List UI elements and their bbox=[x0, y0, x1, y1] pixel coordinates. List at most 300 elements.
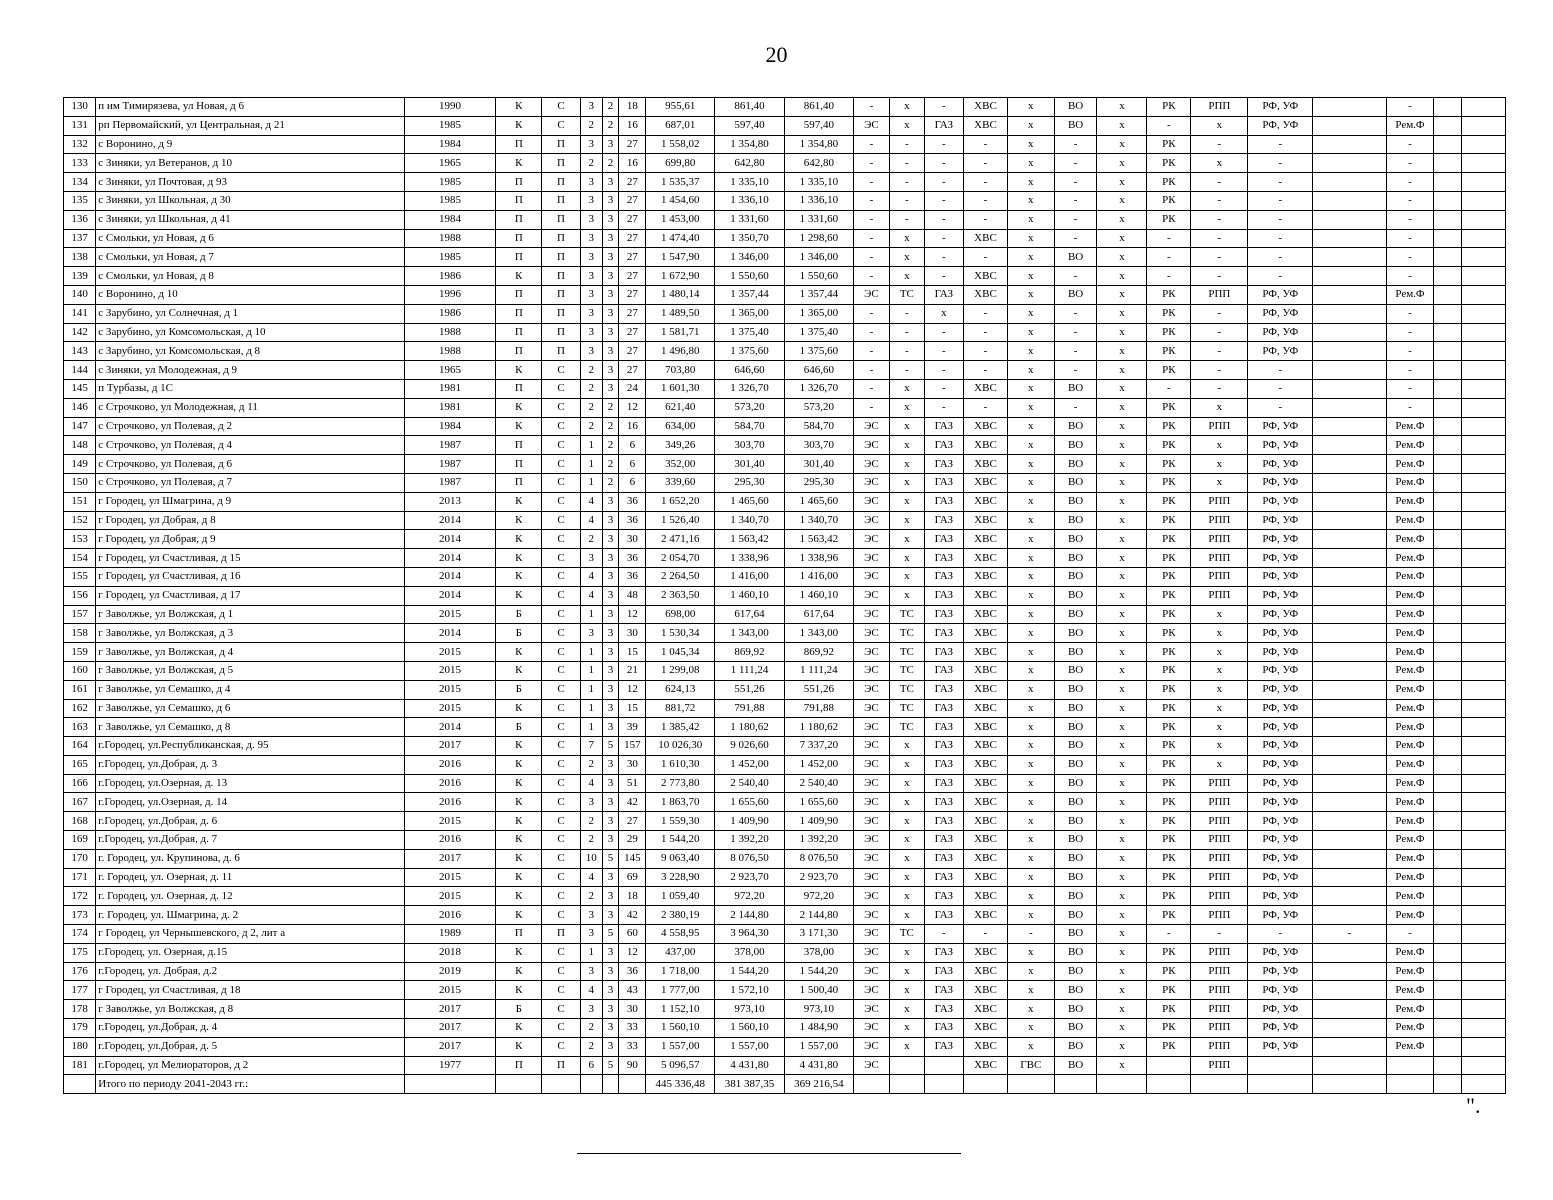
table-cell: 1 460,10 bbox=[715, 586, 785, 605]
table-cell: - bbox=[924, 361, 964, 380]
table-cell: х bbox=[1007, 680, 1054, 699]
table-cell bbox=[1462, 342, 1506, 361]
table-cell: 303,70 bbox=[784, 436, 853, 455]
table-cell: х bbox=[1097, 831, 1147, 850]
table-cell: 3 bbox=[602, 943, 619, 962]
table-row bbox=[64, 229, 1506, 248]
table-cell: РПП bbox=[1191, 849, 1248, 868]
table-cell: - bbox=[1387, 173, 1434, 192]
address-cell: с Зарубино, ул Солнечная, д 1 bbox=[96, 304, 404, 323]
table-cell: Рем.Ф bbox=[1387, 849, 1434, 868]
total-cell bbox=[1007, 1075, 1054, 1094]
table-cell: х bbox=[1097, 981, 1147, 1000]
table-cell bbox=[1433, 774, 1461, 793]
table-cell: ЭС bbox=[853, 868, 889, 887]
table-cell: 2 471,16 bbox=[646, 530, 715, 549]
table-cell: Рем.Ф bbox=[1387, 116, 1434, 135]
table-cell: - bbox=[1054, 398, 1097, 417]
table-cell bbox=[1462, 661, 1506, 680]
table-cell: 621,40 bbox=[646, 398, 715, 417]
table-cell: ВО bbox=[1054, 699, 1097, 718]
table-cell bbox=[1313, 342, 1387, 361]
table-row bbox=[64, 981, 1506, 1000]
table-cell bbox=[1433, 981, 1461, 1000]
table-cell bbox=[1313, 755, 1387, 774]
table-cell: 972,20 bbox=[715, 887, 785, 906]
table-cell: х bbox=[1097, 661, 1147, 680]
table-cell: 5 096,57 bbox=[646, 1056, 715, 1075]
table-cell: РПП bbox=[1191, 943, 1248, 962]
table-cell: 1 bbox=[580, 455, 602, 474]
table-cell: - bbox=[853, 210, 889, 229]
table-row bbox=[64, 304, 1506, 323]
table-cell: 8 076,50 bbox=[715, 849, 785, 868]
table-cell: РПП bbox=[1191, 285, 1248, 304]
table-cell: х bbox=[890, 473, 924, 492]
table-cell: 3 bbox=[580, 267, 602, 286]
table-cell: ВО bbox=[1054, 285, 1097, 304]
table-cell: 642,80 bbox=[784, 154, 853, 173]
table-cell: Рем.Ф bbox=[1387, 436, 1434, 455]
table-cell: - bbox=[1054, 154, 1097, 173]
table-cell: ХВС bbox=[964, 737, 1008, 756]
total-area-2: 381 387,35 bbox=[715, 1075, 785, 1094]
table-cell: ХВС bbox=[964, 962, 1008, 981]
table-cell: ВО bbox=[1054, 661, 1097, 680]
table-cell: 3 bbox=[602, 831, 619, 850]
table-cell: х bbox=[1007, 981, 1054, 1000]
table-cell: Рем.Ф bbox=[1387, 755, 1434, 774]
table-cell: РК bbox=[1147, 868, 1191, 887]
table-cell: - bbox=[1054, 323, 1097, 342]
table-cell: 972,20 bbox=[784, 887, 853, 906]
table-cell: 3 bbox=[602, 135, 619, 154]
table-cell: С bbox=[542, 586, 581, 605]
table-cell: х bbox=[1007, 737, 1054, 756]
table-cell: х bbox=[1097, 492, 1147, 511]
table-cell: х bbox=[890, 567, 924, 586]
table-cell: - bbox=[853, 191, 889, 210]
table-cell: 3 bbox=[602, 342, 619, 361]
table-row bbox=[64, 831, 1506, 850]
table-row bbox=[64, 98, 1506, 117]
table-cell: ГАЗ bbox=[924, 981, 964, 1000]
table-cell bbox=[1433, 473, 1461, 492]
table-cell: К bbox=[496, 774, 542, 793]
table-cell: 1 655,60 bbox=[715, 793, 785, 812]
address-cell: г Городец, ул Добрая, д 8 bbox=[96, 511, 404, 530]
table-cell: х bbox=[1007, 962, 1054, 981]
table-cell bbox=[1462, 436, 1506, 455]
table-cell: ГАЗ bbox=[924, 661, 964, 680]
table-cell: 1 484,90 bbox=[784, 1019, 853, 1038]
table-cell: 1990 bbox=[404, 98, 496, 117]
table-cell: 2017 bbox=[404, 1019, 496, 1038]
table-cell: 2 bbox=[602, 154, 619, 173]
table-cell: К bbox=[496, 530, 542, 549]
table-cell: 1 111,24 bbox=[715, 661, 785, 680]
table-cell: РПП bbox=[1191, 549, 1248, 568]
table-cell: х bbox=[1097, 436, 1147, 455]
table-cell: - bbox=[964, 173, 1008, 192]
table-cell: х bbox=[1097, 398, 1147, 417]
table-cell: х bbox=[1097, 549, 1147, 568]
table-cell: С bbox=[542, 661, 581, 680]
table-cell: - bbox=[924, 248, 964, 267]
table-cell: 2016 bbox=[404, 774, 496, 793]
table-cell: ГАЗ bbox=[924, 906, 964, 925]
table-cell: РПП bbox=[1191, 962, 1248, 981]
housing-table bbox=[63, 97, 1506, 1094]
table-cell: 2014 bbox=[404, 511, 496, 530]
table-cell: ВО bbox=[1054, 793, 1097, 812]
row-number: 176 bbox=[64, 962, 96, 981]
table-cell: - bbox=[853, 135, 889, 154]
table-cell: - bbox=[1248, 267, 1313, 286]
table-cell bbox=[1433, 1019, 1461, 1038]
bottom-rule bbox=[577, 1153, 961, 1154]
address-cell: г Городец, ул Шмагрина, д 9 bbox=[96, 492, 404, 511]
table-cell bbox=[1433, 116, 1461, 135]
table-cell: ТС bbox=[890, 624, 924, 643]
table-cell: х bbox=[1007, 718, 1054, 737]
table-cell: 3 bbox=[602, 868, 619, 887]
table-cell: 1 465,60 bbox=[715, 492, 785, 511]
address-cell: п им Тимирязева, ул Новая, д 6 bbox=[96, 98, 404, 117]
table-cell: 1 453,00 bbox=[646, 210, 715, 229]
table-cell bbox=[1313, 417, 1387, 436]
table-cell: Рем.Ф bbox=[1387, 699, 1434, 718]
table-cell: П bbox=[496, 473, 542, 492]
table-cell: 1 180,62 bbox=[715, 718, 785, 737]
table-cell: К bbox=[496, 361, 542, 380]
table-cell: - bbox=[853, 98, 889, 117]
table-cell: С bbox=[542, 549, 581, 568]
table-cell: ГАЗ bbox=[924, 812, 964, 831]
table-cell: - bbox=[1387, 248, 1434, 267]
table-cell: К bbox=[496, 868, 542, 887]
table-cell bbox=[1462, 699, 1506, 718]
table-cell: 1 059,40 bbox=[646, 887, 715, 906]
table-cell: 3 bbox=[602, 981, 619, 1000]
table-cell: х bbox=[1097, 191, 1147, 210]
table-cell: РК bbox=[1147, 1000, 1191, 1019]
table-cell: 36 bbox=[619, 511, 646, 530]
table-cell: - bbox=[1387, 379, 1434, 398]
table-cell: 584,70 bbox=[784, 417, 853, 436]
table-cell bbox=[1433, 379, 1461, 398]
table-cell bbox=[1313, 943, 1387, 962]
table-cell: х bbox=[1007, 285, 1054, 304]
table-cell: ХВС bbox=[964, 1000, 1008, 1019]
table-cell: ВО bbox=[1054, 849, 1097, 868]
table-cell: РК bbox=[1147, 661, 1191, 680]
table-cell: х bbox=[1007, 98, 1054, 117]
table-cell: х bbox=[890, 981, 924, 1000]
table-cell: 2 bbox=[580, 1019, 602, 1038]
table-cell: РФ, УФ bbox=[1248, 567, 1313, 586]
table-cell: РК bbox=[1147, 135, 1191, 154]
table-cell: - bbox=[924, 398, 964, 417]
table-cell: - bbox=[1191, 248, 1248, 267]
table-cell: Рем.Ф bbox=[1387, 718, 1434, 737]
table-cell: - bbox=[1147, 267, 1191, 286]
table-cell: х bbox=[1191, 755, 1248, 774]
table-cell: П bbox=[542, 323, 581, 342]
table-cell: С bbox=[542, 962, 581, 981]
table-cell: 1 496,80 bbox=[646, 342, 715, 361]
table-cell: 39 bbox=[619, 718, 646, 737]
table-cell: 1 544,20 bbox=[784, 962, 853, 981]
table-cell: П bbox=[496, 229, 542, 248]
total-cell bbox=[1313, 1075, 1387, 1094]
table-cell: 2014 bbox=[404, 718, 496, 737]
table-cell: - bbox=[924, 379, 964, 398]
table-cell: х bbox=[1191, 718, 1248, 737]
table-cell: 1 335,10 bbox=[715, 173, 785, 192]
table-cell bbox=[1313, 1000, 1387, 1019]
table-cell: - bbox=[1054, 304, 1097, 323]
table-cell: Б bbox=[496, 680, 542, 699]
table-cell bbox=[1462, 831, 1506, 850]
table-cell: ГАЗ bbox=[924, 699, 964, 718]
table-cell: ГАЗ bbox=[924, 643, 964, 662]
table-cell: 3 bbox=[580, 229, 602, 248]
address-cell: с Смольки, ул Новая, д 6 bbox=[96, 229, 404, 248]
table-cell: 1 581,71 bbox=[646, 323, 715, 342]
table-cell bbox=[1462, 567, 1506, 586]
table-cell bbox=[1313, 906, 1387, 925]
table-cell: - bbox=[853, 361, 889, 380]
table-cell: РПП bbox=[1191, 1019, 1248, 1038]
table-cell: РПП bbox=[1191, 812, 1248, 831]
table-cell: х bbox=[1097, 1037, 1147, 1056]
table-cell: х bbox=[1097, 774, 1147, 793]
table-cell: 33 bbox=[619, 1019, 646, 1038]
table-cell bbox=[1433, 267, 1461, 286]
table-cell: х bbox=[1007, 1000, 1054, 1019]
table-cell: П bbox=[542, 173, 581, 192]
table-cell: ГАЗ bbox=[924, 285, 964, 304]
table-cell: - bbox=[964, 342, 1008, 361]
table-cell: 1 045,34 bbox=[646, 643, 715, 662]
table-cell bbox=[1433, 191, 1461, 210]
table-cell bbox=[1462, 304, 1506, 323]
table-cell: 1 bbox=[580, 436, 602, 455]
table-cell: 2 bbox=[602, 473, 619, 492]
table-cell: 869,92 bbox=[715, 643, 785, 662]
table-cell: х bbox=[890, 492, 924, 511]
table-cell: ХВС bbox=[964, 755, 1008, 774]
table-cell: РФ, УФ bbox=[1248, 624, 1313, 643]
table-cell: х bbox=[1007, 831, 1054, 850]
table-cell: ЭС bbox=[853, 680, 889, 699]
row-number: 169 bbox=[64, 831, 96, 850]
address-cell: с Строчково, ул Полевая, д 2 bbox=[96, 417, 404, 436]
table-cell: 16 bbox=[619, 417, 646, 436]
table-cell bbox=[1313, 643, 1387, 662]
address-cell: г.Городец, ул.Добрая, д. 3 bbox=[96, 755, 404, 774]
table-cell: 30 bbox=[619, 530, 646, 549]
table-cell: ХВС bbox=[964, 661, 1008, 680]
address-cell: г.Городец, ул Мелиораторов, д 2 bbox=[96, 1056, 404, 1075]
row-number: 175 bbox=[64, 943, 96, 962]
table-cell: ВО bbox=[1054, 925, 1097, 944]
table-cell: х bbox=[1007, 154, 1054, 173]
table-cell: 3 bbox=[602, 530, 619, 549]
table-cell: 12 bbox=[619, 398, 646, 417]
row-number: 181 bbox=[64, 1056, 96, 1075]
table-cell: 295,30 bbox=[715, 473, 785, 492]
table-cell: 2 bbox=[580, 154, 602, 173]
table-cell: 2 923,70 bbox=[715, 868, 785, 887]
table-cell bbox=[1313, 831, 1387, 850]
table-cell: - bbox=[924, 229, 964, 248]
table-row bbox=[64, 1056, 1506, 1075]
table-cell: 2 bbox=[602, 98, 619, 117]
row-number: 147 bbox=[64, 417, 96, 436]
table-cell: 1984 bbox=[404, 135, 496, 154]
table-row bbox=[64, 718, 1506, 737]
table-cell: ЭС bbox=[853, 605, 889, 624]
table-cell: ВО bbox=[1054, 943, 1097, 962]
table-cell: ЭС bbox=[853, 661, 889, 680]
table-cell: ХВС bbox=[964, 379, 1008, 398]
table-cell: х bbox=[1007, 248, 1054, 267]
table-cell: ГАЗ bbox=[924, 868, 964, 887]
address-cell: г Заволжье, ул Волжская, д 4 bbox=[96, 643, 404, 662]
table-row bbox=[64, 455, 1506, 474]
table-cell: ЭС bbox=[853, 774, 889, 793]
table-cell: х bbox=[1007, 699, 1054, 718]
table-cell: К bbox=[496, 699, 542, 718]
table-cell: ВО bbox=[1054, 379, 1097, 398]
table-cell: 3 bbox=[602, 323, 619, 342]
table-cell: РФ, УФ bbox=[1248, 417, 1313, 436]
table-cell: ХВС bbox=[964, 417, 1008, 436]
table-cell: 3 bbox=[580, 98, 602, 117]
table-cell: - bbox=[1387, 398, 1434, 417]
table-cell: С bbox=[542, 1019, 581, 1038]
table-cell: ЭС bbox=[853, 436, 889, 455]
table-cell: ХВС bbox=[964, 116, 1008, 135]
table-cell: ВО bbox=[1054, 680, 1097, 699]
table-cell bbox=[1462, 173, 1506, 192]
table-cell: ВО bbox=[1054, 473, 1097, 492]
table-cell: Б bbox=[496, 605, 542, 624]
table-cell bbox=[1433, 154, 1461, 173]
table-cell: х bbox=[1007, 173, 1054, 192]
table-cell: П bbox=[496, 436, 542, 455]
table-cell: 3 bbox=[580, 210, 602, 229]
table-cell: х bbox=[890, 755, 924, 774]
address-cell: с Зиняки, ул Ветеранов, д 10 bbox=[96, 154, 404, 173]
table-cell: РК bbox=[1147, 1037, 1191, 1056]
table-cell: ВО bbox=[1054, 605, 1097, 624]
table-cell: ЭС bbox=[853, 624, 889, 643]
table-cell: ЭС bbox=[853, 812, 889, 831]
table-cell: х bbox=[1097, 154, 1147, 173]
address-cell: г Заволжье, ул Волжская, д 3 bbox=[96, 624, 404, 643]
table-cell: 3 bbox=[602, 1019, 619, 1038]
table-cell: - bbox=[1387, 304, 1434, 323]
table-cell: 2 264,50 bbox=[646, 567, 715, 586]
table-cell: 3 bbox=[602, 774, 619, 793]
table-cell: 30 bbox=[619, 755, 646, 774]
table-cell: РПП bbox=[1191, 530, 1248, 549]
table-cell: 36 bbox=[619, 492, 646, 511]
table-cell: 1965 bbox=[404, 154, 496, 173]
table-cell: К bbox=[496, 831, 542, 850]
table-cell: х bbox=[890, 116, 924, 135]
table-cell: 27 bbox=[619, 304, 646, 323]
address-cell: г.Городец, ул. Озерная, д.15 bbox=[96, 943, 404, 962]
table-cell: Рем.Ф bbox=[1387, 567, 1434, 586]
table-cell bbox=[1462, 718, 1506, 737]
table-cell: П bbox=[542, 285, 581, 304]
table-cell: Рем.Ф bbox=[1387, 1000, 1434, 1019]
table-cell bbox=[1462, 774, 1506, 793]
table-cell: ГАЗ bbox=[924, 567, 964, 586]
table-cell: х bbox=[890, 793, 924, 812]
table-cell: 3 bbox=[602, 755, 619, 774]
table-cell bbox=[1433, 1037, 1461, 1056]
table-cell: С bbox=[542, 868, 581, 887]
row-number: 134 bbox=[64, 173, 96, 192]
table-cell bbox=[1433, 304, 1461, 323]
table-cell bbox=[1433, 342, 1461, 361]
table-cell: - bbox=[1248, 925, 1313, 944]
table-cell: Рем.Ф bbox=[1387, 774, 1434, 793]
total-cell bbox=[1147, 1075, 1191, 1094]
table-cell: - bbox=[1387, 154, 1434, 173]
table-row bbox=[64, 379, 1506, 398]
table-cell: ТС bbox=[890, 699, 924, 718]
table-cell: 378,00 bbox=[784, 943, 853, 962]
table-cell: х bbox=[1097, 248, 1147, 267]
table-cell: 2015 bbox=[404, 643, 496, 662]
table-cell: ЭС bbox=[853, 285, 889, 304]
table-cell: 1 409,90 bbox=[715, 812, 785, 831]
table-cell bbox=[1462, 511, 1506, 530]
table-cell: 1987 bbox=[404, 455, 496, 474]
row-number: 165 bbox=[64, 755, 96, 774]
table-cell: х bbox=[1007, 492, 1054, 511]
table-cell: ХВС bbox=[964, 643, 1008, 662]
table-cell: 1977 bbox=[404, 1056, 496, 1075]
table-cell: - bbox=[853, 342, 889, 361]
total-cell bbox=[404, 1075, 496, 1094]
table-cell: - bbox=[1387, 98, 1434, 117]
table-cell: 646,60 bbox=[715, 361, 785, 380]
table-cell: 3 bbox=[602, 962, 619, 981]
table-cell: х bbox=[1097, 1056, 1147, 1075]
table-cell: РК bbox=[1147, 417, 1191, 436]
table-cell: К bbox=[496, 643, 542, 662]
table-cell bbox=[1387, 1056, 1434, 1075]
table-row bbox=[64, 492, 1506, 511]
table-cell: РФ, УФ bbox=[1248, 1019, 1313, 1038]
table-cell: х bbox=[1007, 135, 1054, 154]
table-cell: - bbox=[1147, 379, 1191, 398]
table-cell: - bbox=[1054, 210, 1097, 229]
table-row bbox=[64, 1000, 1506, 1019]
table-cell: - bbox=[924, 323, 964, 342]
table-cell bbox=[1433, 661, 1461, 680]
table-cell: 1 535,37 bbox=[646, 173, 715, 192]
table-cell: РК bbox=[1147, 680, 1191, 699]
table-cell: Рем.Ф bbox=[1387, 530, 1434, 549]
